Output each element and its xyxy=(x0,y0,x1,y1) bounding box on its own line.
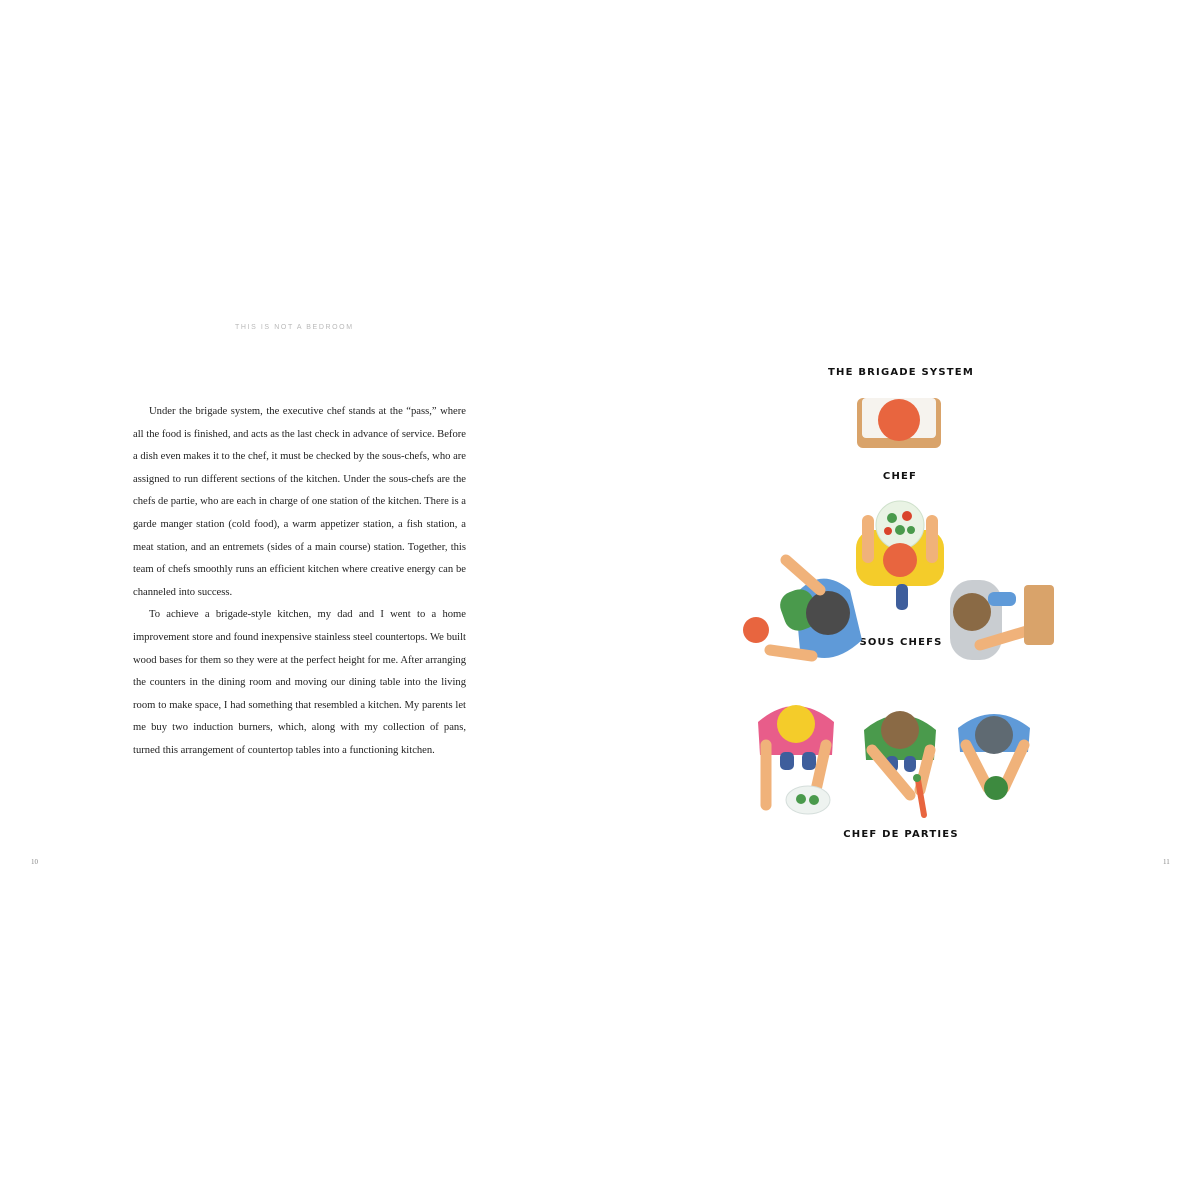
sous-chef-top-figure xyxy=(856,501,944,610)
sous-chef-left-figure xyxy=(743,560,862,658)
paragraph: To achieve a brigade-style kitchen, my dad and I went to a home improvement store and found inexpensive stainless steel countertops. We built wood bases for them so they were at the perfect height for me. After arranging the counters in the dining room and moving our dining table into the living room to make space, I had something that resembled a kitchen. My parents let me buy two induction burners, which, along with my collection of pans, turned this arrangement of countertop tables into a functioning kitchen. xyxy=(133,609,466,756)
label-chef-de-parties: CHEF DE PARTIES xyxy=(843,829,959,840)
running-head: THIS IS NOT A BEDROOM xyxy=(235,324,354,331)
chef-de-partie-1-figure xyxy=(758,705,834,814)
body-text xyxy=(133,401,466,763)
brigade-illustration xyxy=(730,390,1070,830)
label-sous-chefs: SOUS CHEFS xyxy=(859,637,943,648)
page-number-right: 11 xyxy=(1163,858,1170,866)
illustration-title: THE BRIGADE SYSTEM xyxy=(828,367,974,378)
chef-de-partie-3-figure xyxy=(958,714,1030,800)
sous-chef-right-figure xyxy=(950,580,1054,660)
label-chef: CHEF xyxy=(882,471,918,482)
chef-figure xyxy=(857,398,941,448)
paragraph: Under the brigade system, the executive chef stands at the “pass,” where all the food is finished, and acts as the last check in advance of service. Before a dish even makes it to the chef, it must be checked by the sous-chefs, who are assigned to run different sections of the kitchen. Under the sous-chefs are the chefs de partie, who are each in charge of one station of the kitchen. There is a garde manger station (cold food), a warm appetizer station, a fish station, a meat station, and an entremets (sides of a main course) station. Together, this team of chefs smoothly runs an efficient kitchen where creative energy can be channeled into success. xyxy=(133,406,467,598)
page-number-left: 10 xyxy=(31,858,38,866)
chef-de-partie-2-figure xyxy=(864,711,936,815)
